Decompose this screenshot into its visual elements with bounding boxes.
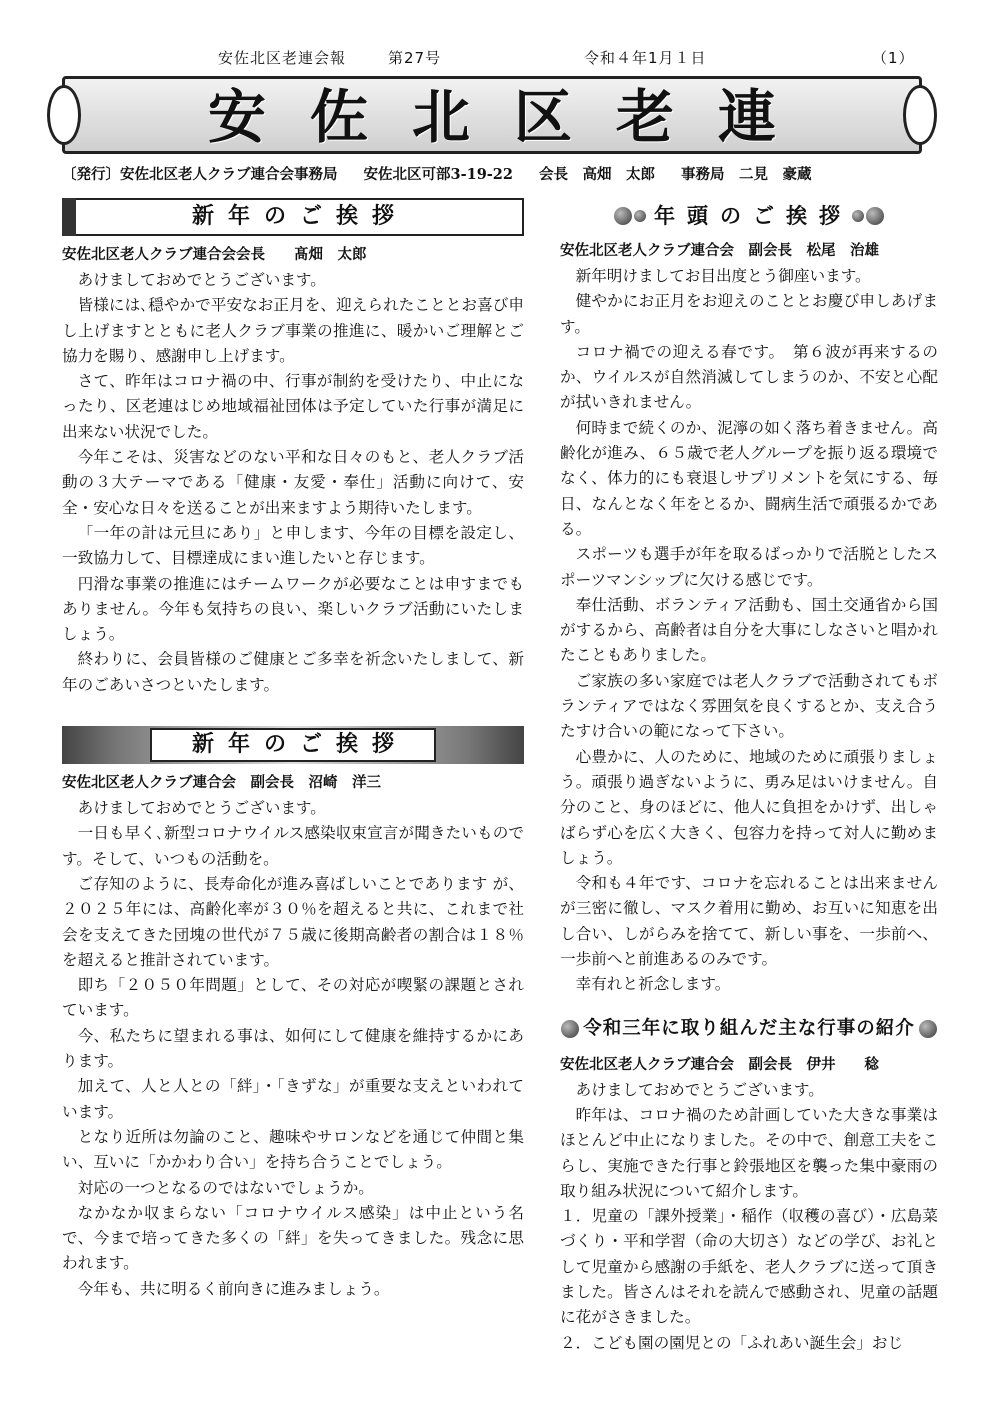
paragraph: １．児童の「課外授業」・稲作（収穫の喜び）・広島菜づくり・平和学習（命の大切さ）などの学び、お礼として児童から感謝の手紙を、老人クラブに送って頂きました。皆さんはそれを読んで感動され、児童の話題に花がさきました。	[560, 1207, 938, 1327]
paragraph: 幸有れと祈念します。	[575, 975, 731, 994]
paragraph: 対応の一つとなるのではないでしょうか。	[77, 1178, 374, 1197]
page-number: （1）	[872, 49, 915, 67]
paragraph: 新年明けましてお目出度とう御座います。	[575, 267, 871, 285]
article4-author: 安佐北区老人クラブ連合会 副会長 伊井 稔	[560, 1055, 879, 1073]
paragraph: 何時まで続くのか、泥濘の如く落ち着きません。高齢化が進み、６５歳で老人グループを振り返る環境でなく、体力的にも衰退しサプリメントを気にする、毎日、なんとなく年をとるか、闘病生活で頑張るかである。	[560, 418, 938, 538]
article3-heading-box	[560, 198, 938, 234]
paragraph: 昨年は、コロナ禍のため計画していた大きな事業はほとんど中止になりました。その中で、創意工夫をこらし、実施できた行事と鈴張地区を襲った集中豪雨の取り組み状況について紹介します。	[560, 1105, 938, 1200]
publisher-info	[62, 163, 942, 184]
paragraph: あけましておめでとうございます。	[77, 799, 326, 818]
paragraph: あけましておめでとうございます。	[575, 1080, 824, 1099]
paragraph: さて、昨年はコロナ禍の中、行事が制約を受けたり、中止になったり、区老連はじめ地域福祉団体は予定していた行事が満足に出来ない状況でした。	[62, 372, 524, 441]
address: 安佐北区可部3-19-22	[363, 166, 513, 183]
ball-ornament-icon	[561, 1020, 579, 1038]
paragraph: 今年も、共に明るく前向きに進みましょう。	[77, 1279, 390, 1298]
issue-date: 令和４年1月１日	[584, 49, 707, 67]
paragraph: 令和も４年です、コロナを忘れることは出来ませんが三密に徹し、マスク着用に勤め、お互いに知恵を出し合い、しがらみを捨てて、新しい事を、一歩前へ、一歩前へと前進あるのみです。	[560, 874, 938, 969]
paragraph: 奉仕活動、ボランティア活動も、国土交通省から国がするから、高齢者は自分を大事にしなさいと唱かれたこともありました。	[560, 595, 938, 665]
article4-body	[560, 1078, 938, 1356]
paragraph: あけましておめでとうございます。	[77, 271, 326, 289]
ball-ornament-icon	[866, 207, 884, 225]
paragraph: 一日も早く､新型コロナウイルス感染収束宣言が聞きたいものです。そして、いつもの活動を。	[62, 824, 524, 868]
paper-name: 安佐北区老連会報	[218, 49, 347, 67]
paragraph: スポーツも選手が年を取るばっかりで活脱としたスポーツマンシップに欠ける感じです。	[560, 545, 938, 589]
article2-heading-box	[62, 726, 524, 764]
article2-body	[62, 796, 524, 1302]
article1-heading: 新年のご挨拶	[191, 203, 408, 230]
article3-author: 安佐北区老人クラブ連合会 副会長 松尾 治雄	[560, 242, 879, 259]
paragraph: 円滑な事業の推進にはチームワークが必要なことは申すまでもありません。今年も気持ちの良い、楽しいクラブ活動にいたしましょう。	[62, 574, 524, 644]
ball-ornament-icon	[614, 207, 632, 225]
article4-heading-box	[560, 1012, 938, 1046]
chairman: 会長 高畑 太郎	[538, 166, 655, 183]
publisher: 〔発行〕安佐北区老人クラブ連合会事務局	[62, 166, 338, 183]
issue-number: 第27号	[388, 49, 442, 67]
article4-heading: 令和三年に取り組んだ主な行事の紹介	[583, 1017, 915, 1039]
title-banner	[62, 76, 922, 154]
paragraph: コロナ禍での迎える春です。 第６波が再来するのか、ウイルスが自然消滅してしまうのか、不安と心配が拭いきれません。	[560, 342, 938, 412]
ball-ornament-icon	[852, 210, 864, 222]
paragraph: 健やかにお正月をお迎えのこととお慶び申しあげます。	[560, 292, 938, 336]
paragraph: 即ち「２０５０年問題」として、その対応が喫緊の課題とされています。	[62, 976, 524, 1020]
article2-heading: 新年のご挨拶	[150, 728, 436, 761]
left-column	[62, 198, 524, 1302]
article1-author: 安佐北区老人クラブ連合会会長 髙畑 太郎	[62, 246, 367, 263]
article1-body	[62, 268, 524, 698]
ball-ornament-icon	[634, 210, 646, 222]
paragraph: ご存知のように、長寿命化が進み喜ばしいことであります が、２０２５年には、高齢化率が３０％を超えると共に、これまで社会を支えてきた団塊の世代が７５歳に後期高齢者の割合は１８％を超えると推計されています。	[62, 874, 524, 969]
paragraph: ご家族の多い家庭では老人クラブで活動されてもボランティアではなく雰囲気を良くするとか、支え合うたすけ合いの範になって下さい。	[560, 671, 938, 741]
article1-heading-box	[62, 198, 524, 236]
paragraph: 「一年の計は元旦にあり」と申します、今年の目標を設定し、一致協力して、目標達成にまい進したいと存じます。	[62, 523, 524, 568]
paragraph: となり近所は勿論のこと、趣味やサロンなどを通じて仲間と集い、互いに「かかわり合い」を持ち合うことでしょう。	[62, 1127, 524, 1172]
paragraph: 加えて、人と人との「絆」・「きずな」が重要な支えといわれています。	[62, 1077, 524, 1121]
paragraph: なかなか収まらない「コロナウイルス感染」は中止という名で、今まで培ってきた多くの「絆」を失ってきました。残念に思われます。	[62, 1203, 524, 1273]
paragraph: 終わりに、会員皆様のご健康とご多幸を祈念いたしまして、新年のごあいさつといたします。	[62, 650, 524, 694]
office: 事務局 二見 豪蔵	[680, 166, 812, 183]
paragraph: 今年こそは、災害などのない平和な日々のもと、老人クラブ活動の３大テーマである「健康・友愛・奉仕」活動に向けて、安全・安心な日々を送ることが出来ますよう期待いたします。	[62, 448, 524, 517]
heading-bar	[62, 198, 76, 236]
paragraph: ２．こども園の園児との「ふれあい誕生会」おじ	[560, 1333, 904, 1352]
article3-body	[560, 264, 938, 998]
right-column	[560, 198, 938, 1356]
article2-author: 安佐北区老人クラブ連合会 副会長 沼崎 洋三	[62, 774, 381, 792]
paragraph: 皆様には､穏やかで平安なお正月を、迎えられたこととお喜び申し上げますとともに老人クラブ事業の推進に、暖かいご理解とご協力を賜り、感謝申し上げます。	[62, 296, 524, 365]
article3-heading: 年頭のご挨拶	[654, 203, 852, 229]
paragraph: 心豊かに、人のために、地域のために頑張りましょう。頑張り過ぎないように、勇み足はいけません。自分のこと、身のほどに、他人に負担をかけず、出しゃばらず心を広く大きく、包容力を持って対人に勤めましょう。	[560, 747, 938, 867]
paragraph: 今、私たちに望まれる事は、如何にして健康を維持するかにあります。	[62, 1026, 524, 1071]
banner-title: 安佐北区老連	[207, 83, 820, 151]
ball-ornament-icon	[919, 1020, 937, 1038]
